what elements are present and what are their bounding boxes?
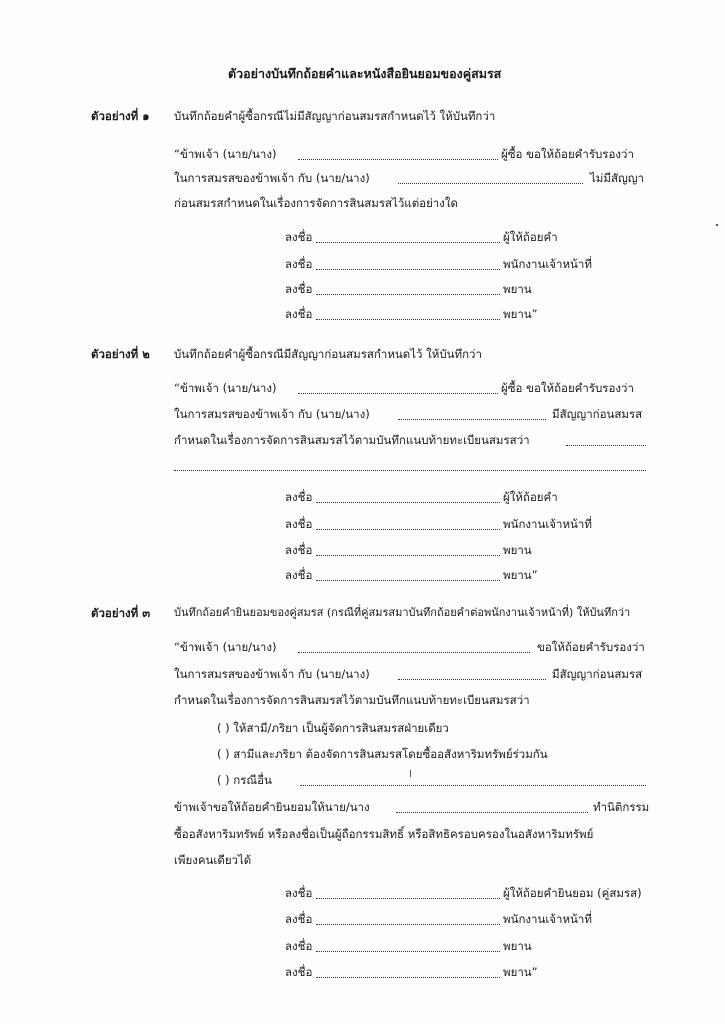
line-end: ผู้ซื้อ ขอให้ถ้อยคำรับรองว่า (501, 147, 634, 161)
signature-role: พนักงานเจ้าหน้าที่ (503, 257, 592, 271)
signature-role: พยาน (503, 282, 532, 296)
fill-blank (566, 445, 646, 446)
signature-prefix: ลงชื่อ (285, 517, 313, 531)
signature-blank (316, 951, 500, 952)
line-start: “ข้าพเจ้า (นาย/นาง) (174, 147, 277, 161)
line-end: มีสัญญาก่อนสมรส (552, 667, 643, 681)
signature-prefix: ลงชื่อ (285, 490, 313, 504)
fill-blank (300, 785, 646, 786)
signature-blank (316, 319, 500, 320)
fill-blank (298, 159, 498, 160)
signature-blank (316, 977, 500, 978)
line-end: ไม่มีสัญญา (590, 171, 645, 185)
option-item: ( ) กรณีอื่น (217, 773, 272, 787)
consent-line: ซื้ออสังหาริมทรัพย์ หรือลงชื่อเป็นผู้ถือกรรมสิทธิ์ หรือสิทธิครอบครองในอสังหาริมทรัพย์ (174, 827, 594, 841)
signature-role: ผู้ให้ถ้อยคำ (503, 490, 558, 504)
signature-role: พยาน” (503, 568, 538, 582)
signature-role: ผู้ให้ถ้อยคำยินยอม (คู่สมรส) (503, 886, 642, 900)
paragraph-line: กำหนดในเรื่องการจัดการสินสมรสไว้ตามบันทึกแนบท้ายทะเบียนสมรสว่า (174, 693, 530, 707)
signature-prefix: ลงชื่อ (285, 230, 313, 244)
fill-blank (398, 419, 546, 420)
scan-speck (410, 770, 411, 777)
signature-blank (316, 924, 500, 925)
line-end: ผู้ซื้อ ขอให้ถ้อยคำรับรองว่า (501, 381, 634, 395)
signature-blank (316, 502, 500, 503)
signature-prefix: ลงชื่อ (285, 257, 313, 271)
signature-blank (316, 529, 500, 530)
example-heading: บันทึกถ้อยคำผู้ซื้อกรณีมีสัญญาก่อนสมรสกำหนดไว้ ให้บันทึกว่า (174, 347, 482, 361)
signature-prefix: ลงชื่อ (285, 282, 313, 296)
fill-blank (298, 393, 498, 394)
example-label: ตัวอย่างที่ ๒ (91, 347, 150, 361)
line-start: ในการสมรสของข้าพเจ้า กับ (นาย/นาง) (174, 171, 370, 185)
option-item: ( ) สามีและภริยา ต้องจัดการสินสมรสโดยซื้ออสังหาริมทรัพย์ร่วมกัน (217, 747, 548, 761)
signature-blank (316, 555, 500, 556)
line-end: มีสัญญาก่อนสมรส (552, 407, 643, 421)
example-heading: บันทึกถ้อยคำผู้ซื้อกรณีไม่มีสัญญาก่อนสมรสกำหนดไว้ ให้บันทึกว่า (174, 109, 496, 123)
consent-line: เพียงคนเดียวได้ (174, 853, 252, 867)
example-label: ตัวอย่างที่ ๑ (91, 109, 150, 123)
line-end: ขอให้ถ้อยคำรับรองว่า (537, 640, 645, 654)
example-heading: บันทึกถ้อยคำยินยอมของคู่สมรส (กรณีที่คู่สมรสมาบันทึกถ้อยคำต่อพนักงานเจ้าหน้าที่) ให้บันทึกว่า (174, 606, 631, 619)
signature-prefix: ลงชื่อ (285, 965, 313, 979)
signature-blank (316, 242, 500, 243)
signature-prefix: ลงชื่อ (285, 886, 313, 900)
option-item: ( ) ให้สามี/ภริยา เป็นผู้จัดการสินสมรสฝ่ายเดียว (217, 721, 449, 735)
signature-prefix: ลงชื่อ (285, 939, 313, 953)
document-title: ตัวอย่างบันทึกถ้อยคำและหนังสือยินยอมของคู่สมรส (228, 66, 502, 81)
signature-blank (316, 898, 500, 899)
scan-speck (716, 224, 718, 226)
consent-line-start: ข้าพเจ้าขอให้ถ้อยคำยินยอมให้นาย/นาง (174, 800, 370, 814)
signature-blank (316, 269, 500, 270)
fill-blank (298, 652, 530, 653)
signature-role: พยาน” (503, 307, 538, 321)
line-start: ในการสมรสของข้าพเจ้า กับ (นาย/นาง) (174, 407, 370, 421)
signature-role: พนักงานเจ้าหน้าที่ (503, 517, 592, 531)
signature-role: ผู้ให้ถ้อยคำ (503, 230, 558, 244)
signature-role: พนักงานเจ้าหน้าที่ (503, 912, 592, 926)
line-start: ในการสมรสของข้าพเจ้า กับ (นาย/นาง) (174, 667, 370, 681)
fill-blank-line (174, 470, 646, 471)
signature-prefix: ลงชื่อ (285, 307, 313, 321)
signature-role: พยาน (503, 939, 532, 953)
signature-blank (316, 294, 500, 295)
paragraph-line: ก่อนสมรสกำหนดในเรื่องการจัดการสินสมรสไว้แต่อย่างใด (174, 196, 458, 210)
consent-line-end: ทำนิติกรรม (593, 800, 650, 814)
line-start: “ข้าพเจ้า (นาย/นาง) (174, 640, 277, 654)
signature-blank (316, 580, 500, 581)
signature-prefix: ลงชื่อ (285, 568, 313, 582)
signature-role: พยาน (503, 543, 532, 557)
signature-prefix: ลงชื่อ (285, 912, 313, 926)
paragraph-line: กำหนดในเรื่องการจัดการสินสมรสไว้ตามบันทึกแนบท้ายทะเบียนสมรสว่า (174, 433, 530, 447)
line-start: “ข้าพเจ้า (นาย/นาง) (174, 381, 277, 395)
fill-blank (398, 183, 583, 184)
fill-blank (398, 679, 546, 680)
signature-prefix: ลงชื่อ (285, 543, 313, 557)
signature-role: พยาน” (503, 965, 538, 979)
example-label: ตัวอย่างที่ ๓ (91, 606, 151, 620)
fill-blank (396, 812, 588, 813)
